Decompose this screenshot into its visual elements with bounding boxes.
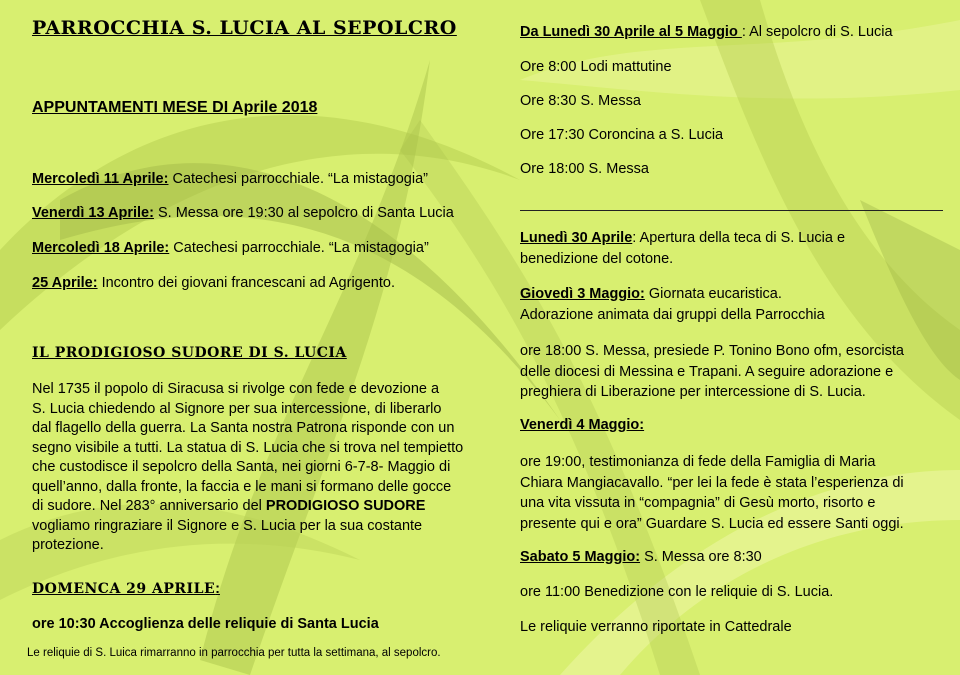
giovedi-details [520,341,904,403]
giovedi-detail-line: ore 18:00 S. Messa, presiede P. Tonino Bono ofm, esorcista [520,343,904,359]
appointment-text: Catechesi parrocchiale. “La mistagogia” [168,171,428,187]
story-line: di sudore. Nel 283° anniversario del [32,498,266,514]
story-line-with-bold [32,497,463,517]
appointment-date: Mercoledì 11 Aprile: [32,171,169,187]
domenica-heading [32,581,220,598]
schedule-item: Ore 8:30 S. Messa [520,93,641,109]
domenica-event: ore 10:30 Accoglienza delle reliquie di Santa Lucia [32,616,379,632]
schedule-item: Ore 8:00 Lodi mattutine [520,59,672,75]
appointment-text: Incontro dei giovani francescani ad Agrigento. [97,275,395,291]
giovedi-detail-line: preghiera di Liberazione per intercessione di S. Lucia. [520,384,866,400]
venerdi-detail-line: Chiara Mangiacavallo. “per lei la fede è stata l’esperienza di [520,474,904,491]
venerdi-detail-line: una vita vissuta in “compagnia” di Gesù morto, risorto e [520,495,876,511]
venerdi-detail-line: presente qui e ora” Guardare S. Lucia ed essere Santi oggi. [520,515,904,532]
lunedi-date: Lunedì 30 Aprile [520,230,633,246]
sabato-text: S. Messa ore 8:30 [640,549,762,565]
sabato-date: Sabato 5 Maggio: [520,549,641,565]
appointment-item [32,275,395,292]
story-line: S. Lucia chiedendo al Signore per sua intercessione, di liberarlo [32,400,442,417]
story-line: che custodisce il sepolcro della Santa, nei giorni 6-7-8- Maggio di [32,459,451,475]
footnote: Le reliquie di S. Luica rimarranno in parrocchia per tutta la settimana, al sepolcro. [27,647,441,659]
story-line: protezione. [32,537,104,553]
section-title: IL PRODIGIOSO SUDORE DI S. LUCIA [32,345,347,361]
appointment-item [32,171,428,188]
giovedi-detail-line: delle diocesi di Messina e Trapani. A seguire adorazione e [520,363,894,380]
divider-line [520,210,943,211]
story-bold: PRODIGIOSO SUDORE [265,498,426,514]
parish-title: PARROCCHIA S. LUCIA AL SEPOLCRO [32,17,457,39]
appointment-item [32,205,454,222]
appointment-text: S. Messa ore 19:30 al sepolcro di Santa Lucia [153,205,454,221]
schedule-item: Ore 18:00 S. Messa [520,161,649,177]
sabato-entry [520,549,762,566]
appointment-date: Venerdì 13 Aprile: [32,205,154,221]
giovedi-text-line2: Adorazione animata dai gruppi della Parrocchia [520,307,825,323]
closing-note: Le reliquie verranno riportate in Cattedrale [520,619,792,635]
lunedi-text: : Apertura della teca di S. Lucia e [632,230,846,246]
story-line: quell’anno, dalla fronte, la faccia e le mani si formano delle gocce [32,478,452,495]
giovedi-entry [520,286,782,303]
story-line: dal flagello della guerra. La Santa nostra Patrona risponde con un [32,420,455,436]
story-paragraph [32,380,463,556]
story-line: vogliamo ringraziare il Signore e S. Lucia per la sua costante [32,517,423,534]
venerdi-details [520,452,904,534]
week-place: : Al sepolcro di S. Lucia [741,24,893,40]
story-line: segno visibile a tutti. La statua di S. Lucia che si trova nel tempietto [32,439,464,456]
giovedi-date: Giovedì 3 Maggio: [520,286,645,302]
month-heading: APPUNTAMENTI MESE DI Aprile 2018 [32,99,318,116]
venerdi-date: Venerdì 4 Maggio: [520,417,645,433]
domenica-colon: : [215,581,220,597]
week-heading [520,24,893,41]
appointment-item [32,240,429,257]
domenica-title: DOMENCA 29 APRILE [32,581,216,597]
week-title: Da Lunedì 30 Aprile al 5 Maggio [520,24,742,40]
lunedi-text-line2: benedizione del cotone. [520,251,674,267]
schedule-item: Ore 17:30 Coroncina a S. Lucia [520,127,724,143]
venerdi-detail-line: ore 19:00, testimonianza di fede della Famiglia di Maria [520,454,876,470]
story-line: Nel 1735 il popolo di Siracusa si rivolge con fede e devozione a [32,381,440,397]
lunedi-entry [520,230,845,247]
appointment-date: 25 Aprile: [32,275,98,291]
giovedi-text: Giornata eucaristica. [644,286,782,302]
sabato-text-line2: ore 11:00 Benedizione con le reliquie di S. Lucia. [520,584,834,600]
appointment-date: Mercoledì 18 Aprile: [32,240,170,256]
appointment-text: Catechesi parrocchiale. “La mistagogia” [169,240,429,256]
